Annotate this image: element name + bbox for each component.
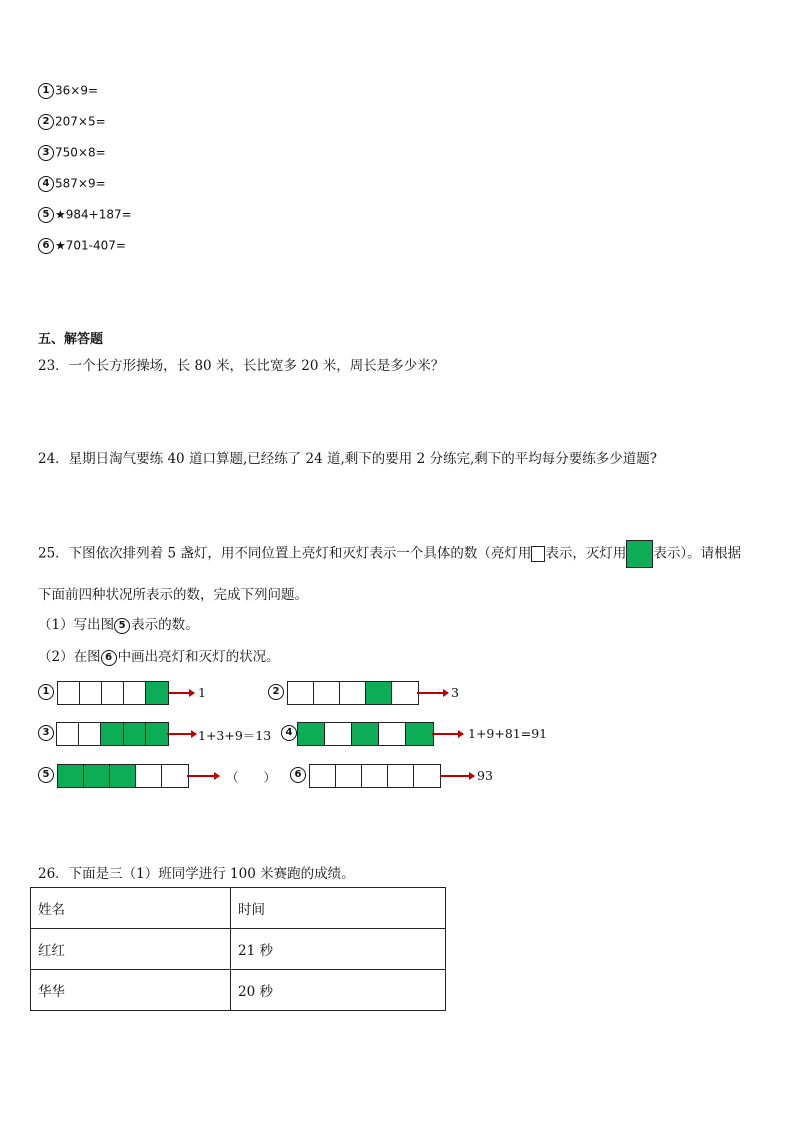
figure-4-value: 1+9+81=91 [468,726,548,741]
figure-5-lamps [57,764,189,788]
figure-4-number: 4 [281,725,297,741]
figure-2-number: 2 [268,684,284,700]
section-title: 五、解答题 [38,332,104,347]
lamp-on [379,723,406,745]
question-24: 24．星期日淘气要练 40 道口算题,已经练了 24 道,剩下的要用 2 分练完,剩下的平均每分要练多少道题? [38,451,657,467]
lamp-off [101,723,123,745]
lamp-on [388,765,414,787]
lamp-on [340,682,366,704]
cell-time: 20 秒 [231,970,446,1011]
cell-name: 红红 [31,929,231,970]
lamp-off [124,723,146,745]
calc-item-3: 3 750×8= [38,145,106,161]
table-header-row [31,888,446,929]
arrow-icon [187,775,219,777]
figure-6-lamps [309,764,441,788]
figure-5-number: 5 [38,767,54,783]
arrow-icon [432,733,463,735]
lamp-off [146,723,168,745]
question-26: 26．下面是三（1）班同学进行 100 米赛跑的成绩。 [38,866,355,882]
question-25-line2: 下面前四种状况所表示的数，完成下列问题。 [38,587,308,603]
arrow-icon [169,692,194,694]
lamp-on [414,765,440,787]
figure-2-lamps [287,681,419,705]
lamp-on [392,682,418,704]
lamp-on [58,682,80,704]
figure-4-lamps [297,722,434,746]
lamp-on [314,682,340,704]
lamp-on [102,682,124,704]
calc-item-2: 2 207×5= [38,114,106,130]
lamp-on [310,765,336,787]
lamp-off [366,682,392,704]
lamp-on [325,723,352,745]
lamp-off [84,765,110,787]
lamp-off [298,723,325,745]
figure-3-value: 1+3+9＝13 [198,728,272,743]
lamp-on [79,723,101,745]
lamp-on [362,765,388,787]
lamp-off [146,682,168,704]
lamp-on [288,682,314,704]
cell-time: 21 秒 [231,929,446,970]
calc-item-1: 1 36×9= [38,83,98,99]
lamp-off [110,765,136,787]
arrow-icon [440,775,474,777]
lamp-off [352,723,379,745]
figure-3-number: 3 [38,725,54,741]
figure-1-value: 1 [198,685,206,700]
question-25-line1: 25．下图依次排列着 5 盏灯，用不同位置上亮灯和灭灯表示一个具体的数（亮灯用 表示，灭灯用 表示）。请根据 [38,540,741,568]
lit-lamp-legend [531,546,545,562]
table-row [31,970,446,1011]
question-25-sub1: （1）写出图 5 表示的数。 [38,617,199,633]
cell-name: 华华 [31,970,231,1011]
lamp-on [57,723,79,745]
lamp-on [336,765,362,787]
lamp-on [80,682,102,704]
question-23: 23．一个长方形操场，长 80 米，长比宽多 20 米，周长是多少米？ [38,358,445,374]
figure-1-number: 1 [38,684,54,700]
lamp-on [162,765,188,787]
figure-6-number: 6 [290,767,306,783]
figure-2-value: 3 [451,685,459,700]
calc-item-5: 5 ★984+187= [38,207,132,223]
question-25-sub2: （2）在图 6 中画出亮灯和灭灯的状况。 [38,649,280,665]
arrow-icon [417,692,448,694]
lamp-off [406,723,433,745]
arrow-icon [167,733,196,735]
calc-item-4: 4 587×9= [38,176,106,192]
figure-5-value: （ ） [226,770,277,785]
lamp-on [136,765,162,787]
header-time: 时间 [231,888,446,929]
figure-6-value: 93 [477,768,493,783]
lamp-on [124,682,146,704]
results-table [30,887,446,1011]
figure-1-lamps [57,681,169,705]
calc-item-6: 6 ★701-407= [38,238,126,254]
table-row [31,929,446,970]
header-name: 姓名 [31,888,231,929]
figure-3-lamps [56,722,169,746]
lamp-off [58,765,84,787]
unlit-lamp-legend [626,540,653,568]
